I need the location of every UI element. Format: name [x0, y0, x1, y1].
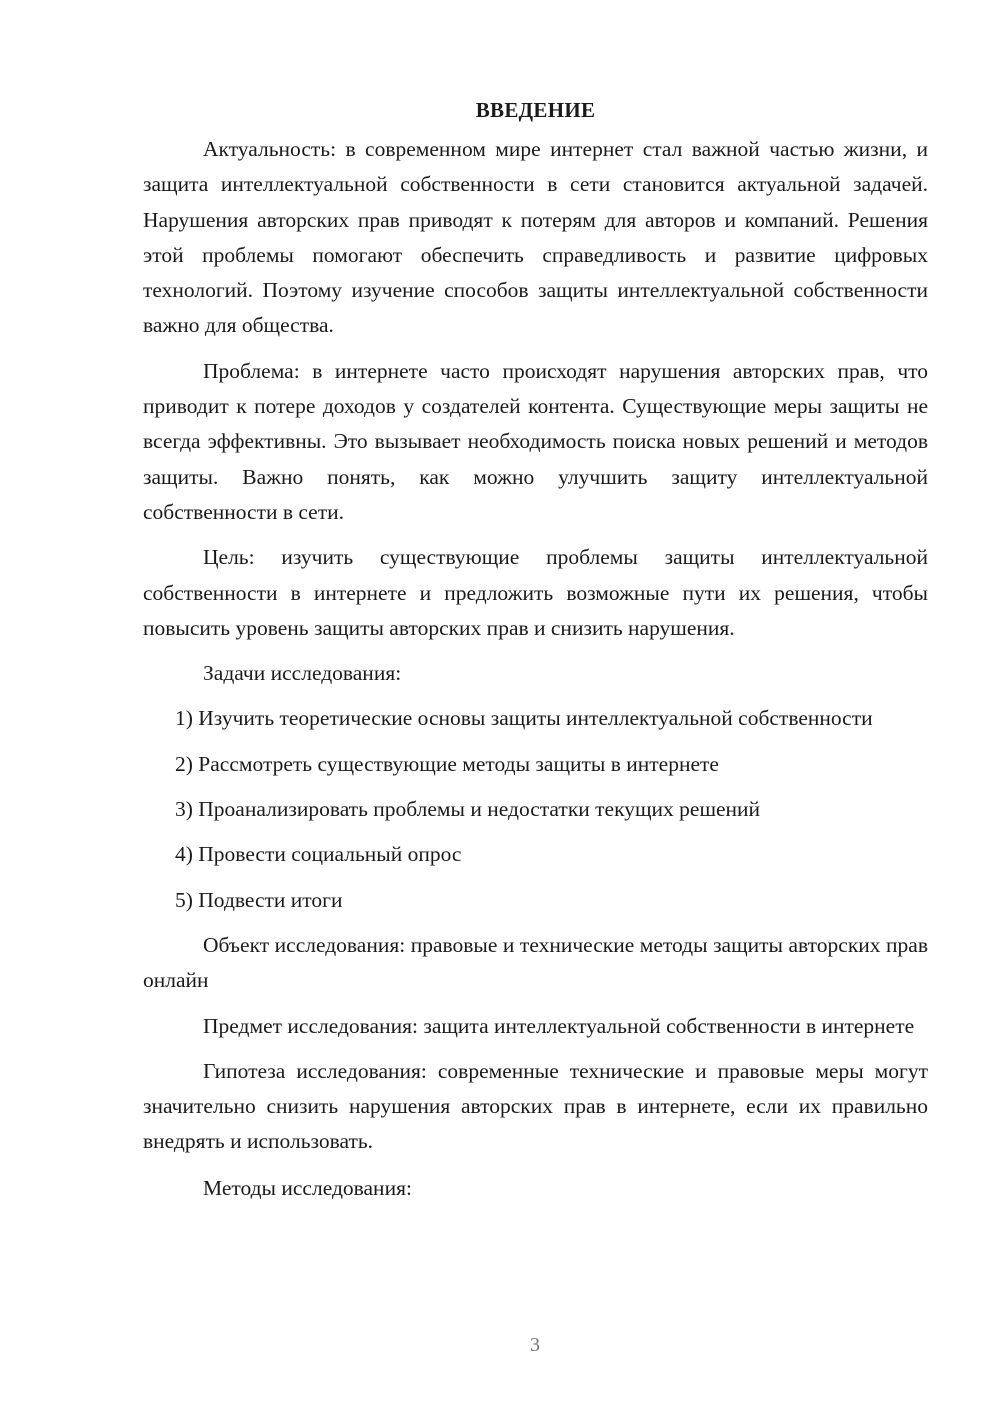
list-item: 2) Рассмотреть существующие методы защиты в интернете: [175, 751, 719, 776]
relevance-paragraph: Актуальность: в современном мире интернет стал важной частью жизни, и защита интеллектуальной собственности в сети становится актуальной задачей. Нарушения авторских прав приводят к потерям для авторов и компаний. Решения этой проблемы помогают обеспечить справедливость и развитие цифровых технологий. Поэтому изучение способов защиты интеллектуальной собственности важно для общества.: [143, 137, 928, 338]
problem-paragraph: Проблема: в интернете часто происходят нарушения авторских прав, что приводит к потере доходов у создателей контента. Существующие меры защиты не всегда эффективны. Это вызывает необходимость поиска новых решений и методов защиты. Важно понять, как можно улучшить защиту интеллектуальной собственности в сети.: [143, 358, 928, 524]
tasks-list: [143, 701, 928, 917]
page-number: 3: [530, 1334, 540, 1356]
section-title: ВВЕДЕНИЕ: [475, 98, 596, 122]
list-item: 3) Проанализировать проблемы и недостатки текущих решений: [175, 797, 761, 822]
document-body: [143, 96, 928, 1216]
list-item: 4) Провести социальный опрос: [175, 842, 462, 867]
hypothesis-paragraph: Гипотеза исследования: современные технические и правовые меры могут значительно снизить нарушения авторских прав в интернете, если их правильно внедрять и использовать.: [143, 1058, 928, 1154]
methods-heading: Методы исследования:: [203, 1175, 412, 1200]
object-paragraph: Объект исследования: правовые и технические методы защиты авторских прав онлайн: [143, 932, 928, 993]
list-item: 5) Подвести итоги: [175, 887, 343, 912]
subject-paragraph: Предмет исследования: защита интеллектуальной собственности в интернете: [203, 1013, 915, 1038]
list-item: 1) Изучить теоретические основы защиты интеллектуальной собственности: [175, 706, 873, 731]
tasks-heading: Задачи исследования:: [203, 661, 402, 686]
goal-paragraph: Цель: изучить существующие проблемы защиты интеллектуальной собственности в интернете и предложить возможные пути их решения, чтобы повысить уровень защиты авторских прав и снизить нарушения.: [143, 545, 928, 640]
